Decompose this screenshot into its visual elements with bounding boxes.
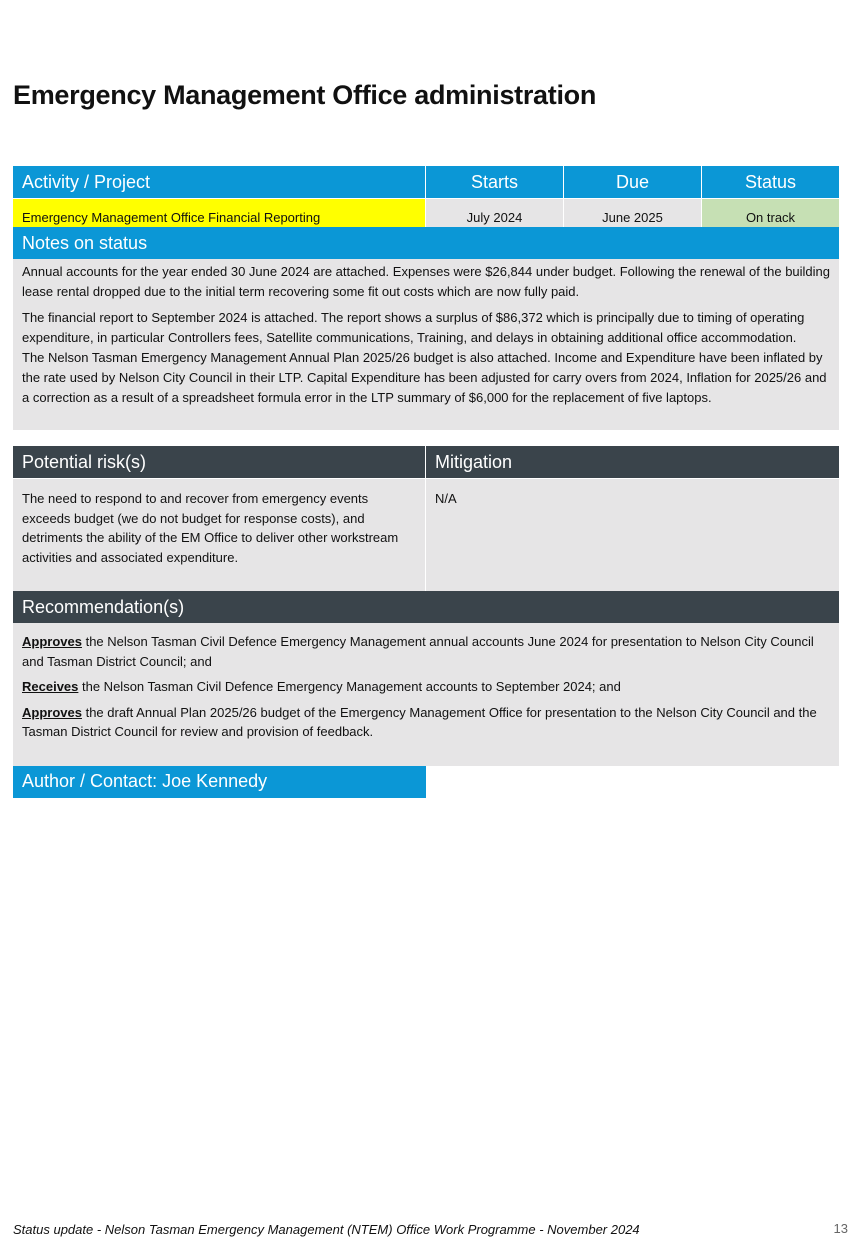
recommendation-keyword: Approves (22, 634, 82, 649)
risk-heading: Potential risk(s) (13, 446, 426, 478)
recommendation-text: the Nelson Tasman Civil Defence Emergency Management annual accounts June 2024 for presentation to Nelson City Council and Tasman District Council; and (22, 634, 814, 669)
starts-cell: July 2024 (426, 199, 564, 227)
notes-body (13, 259, 839, 430)
due-cell: June 2025 (564, 199, 702, 227)
risk-body-row (13, 479, 839, 591)
recommendation-item (22, 632, 830, 671)
recommendation-text: the Nelson Tasman Civil Defence Emergency Management accounts to September 2024; and (78, 679, 621, 694)
recommendation-keyword: Approves (22, 704, 82, 720)
recommendations-body (13, 623, 839, 766)
header-activity: Activity / Project (13, 166, 426, 198)
notes-paragraph: The financial report to September 2024 is attached. The report shows a surplus of $86,372 which is principally due to timing of operating expenditure, in particular Controllers fees, Satellite communications, Training, and delays in obtaining additional office accommodation. (22, 310, 805, 345)
header-starts: Starts (426, 166, 564, 198)
recommendation-keyword: Receives (22, 679, 79, 694)
table-row (13, 199, 839, 227)
recommendations-heading: Recommendation(s) (13, 591, 839, 623)
author-contact: Author / Contact: Joe Kennedy (13, 766, 426, 798)
report-table (13, 166, 839, 798)
activity-cell: Emergency Management Office Financial Reporting (13, 199, 426, 227)
recommendation-item (22, 703, 830, 742)
recommendation-text: the draft Annual Plan 2025/26 budget of the Emergency Management Office for presentation to the Nelson City Council and the Tasman District Council for review and provision of feedback. (22, 704, 817, 739)
header-due: Due (564, 166, 702, 198)
header-status: Status (702, 166, 839, 198)
risk-text: The need to respond to and recover from emergency events exceeds budget (we do not budget for response costs), and detriments the ability of the EM Office to deliver other workstream activities and associated expenditure. (13, 479, 426, 591)
table-header-row (13, 166, 839, 198)
notes-paragraph: Annual accounts for the year ended 30 June 2024 are attached. Expenses were $26,844 under budget. Following the renewal of the building lease rental dropped due to the initial term recovering some fit out costs which are now fully paid. (22, 264, 831, 299)
page-number: 13 (833, 1221, 848, 1236)
status-badge: On track (702, 199, 839, 227)
mitigation-text: N/A (426, 479, 839, 591)
mitigation-heading: Mitigation (426, 446, 839, 478)
page-title: Emergency Management Office administration (13, 80, 597, 110)
notes-heading: Notes on status (13, 227, 839, 259)
recommendation-item (22, 677, 830, 697)
risk-header-row (13, 446, 839, 478)
notes-paragraph: The Nelson Tasman Emergency Management Annual Plan 2025/26 budget is also attached. Income and Expenditure have been inflated by the rate used by Nelson City Council in their LTP. Capital Expenditure has been adjusted for carry overs from 2024, Inflation for 2025/26 and a correction as a result of a spreadsheet formula error in the LTP summary of $6,000 for the replacement of five laptops. (22, 350, 827, 405)
footer-text: Status update - Nelson Tasman Emergency Management (NTEM) Office Work Programme - November 2024 (13, 1222, 640, 1237)
